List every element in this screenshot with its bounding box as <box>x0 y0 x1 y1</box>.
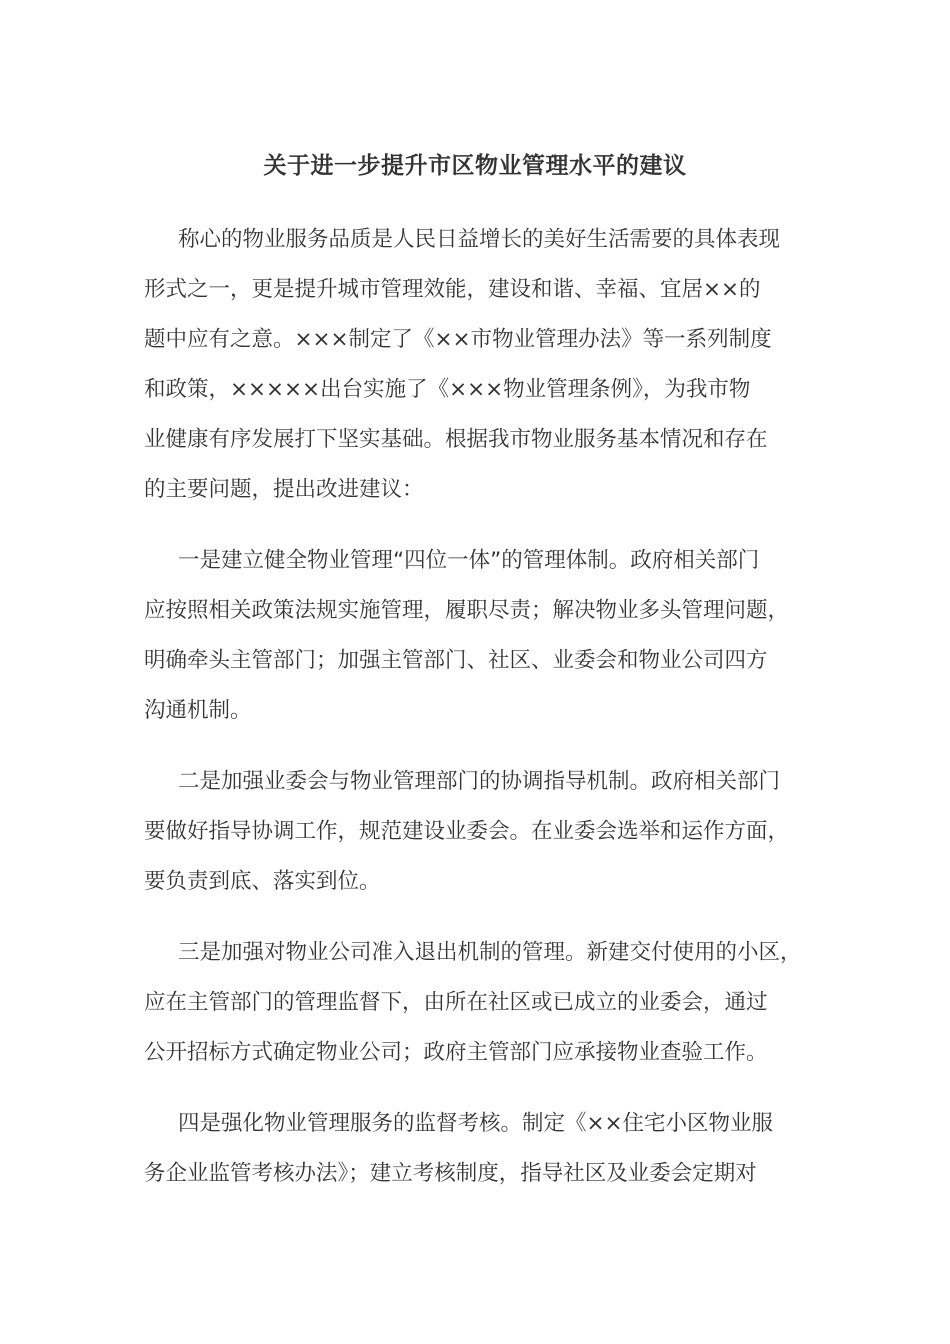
text-line: 和政策，×××××出台实施了《×××物业管理条例》，为我市物 <box>144 377 751 402</box>
text-line: 务企业监管考核办法》；建立考核制度，指导社区及业委会定期对 <box>144 1161 757 1186</box>
text-line: 公开招标方式确定物业公司；政府主管部门应承接物业查验工作。 <box>144 1040 768 1065</box>
text-line: 的主要问题，提出改进建议： <box>144 477 424 502</box>
text-line: 四是强化物业管理服务的监督考核。制定《××住宅小区物业服 <box>178 1111 774 1136</box>
text-line: 形式之一，更是提升城市管理效能，建设和谐、幸福、宜居××的 <box>144 277 761 302</box>
text-line: 三是加强对物业公司准入退出机制的管理。新建交付使用的小区， <box>178 940 802 965</box>
text-line: 称心的物业服务品质是人民日益增长的美好生活需要的具体表现 <box>178 227 781 252</box>
text-line: 业健康有序发展打下坚实基础。根据我市物业服务基本情况和存在 <box>144 427 768 452</box>
text-line: 二是加强业委会与物业管理部门的协调指导机制。政府相关部门 <box>178 769 781 794</box>
paragraph-suggestion-1 <box>144 536 816 736</box>
paragraph-intro <box>144 215 816 515</box>
paragraph-suggestion-4 <box>144 1099 816 1199</box>
text-line: 一是建立健全物业管理“四位一体”的管理体制。政府相关部门 <box>178 548 760 573</box>
paragraph-suggestion-3 <box>144 928 816 1078</box>
text-line: 应按照相关政策法规实施管理，履职尽责；解决物业多头管理问题， <box>144 598 790 623</box>
text-line: 应在主管部门的管理监督下，由所在社区或已成立的业委会，通过 <box>144 990 768 1015</box>
text-line: 要做好指导协调工作，规范建设业委会。在业委会选举和运作方面， <box>144 819 790 844</box>
text-line: 沟通机制。 <box>144 698 252 723</box>
text-line: 明确牵头主管部门；加强主管部门、社区、业委会和物业公司四方 <box>144 648 768 673</box>
document-title: 关于进一步提升市区物业管理水平的建议 <box>263 153 687 179</box>
paragraph-suggestion-2 <box>144 757 816 907</box>
text-line: 要负责到底、落实到位。 <box>144 869 381 894</box>
text-line: 题中应有之意。×××制定了《××市物业管理办法》等一系列制度 <box>144 327 772 352</box>
